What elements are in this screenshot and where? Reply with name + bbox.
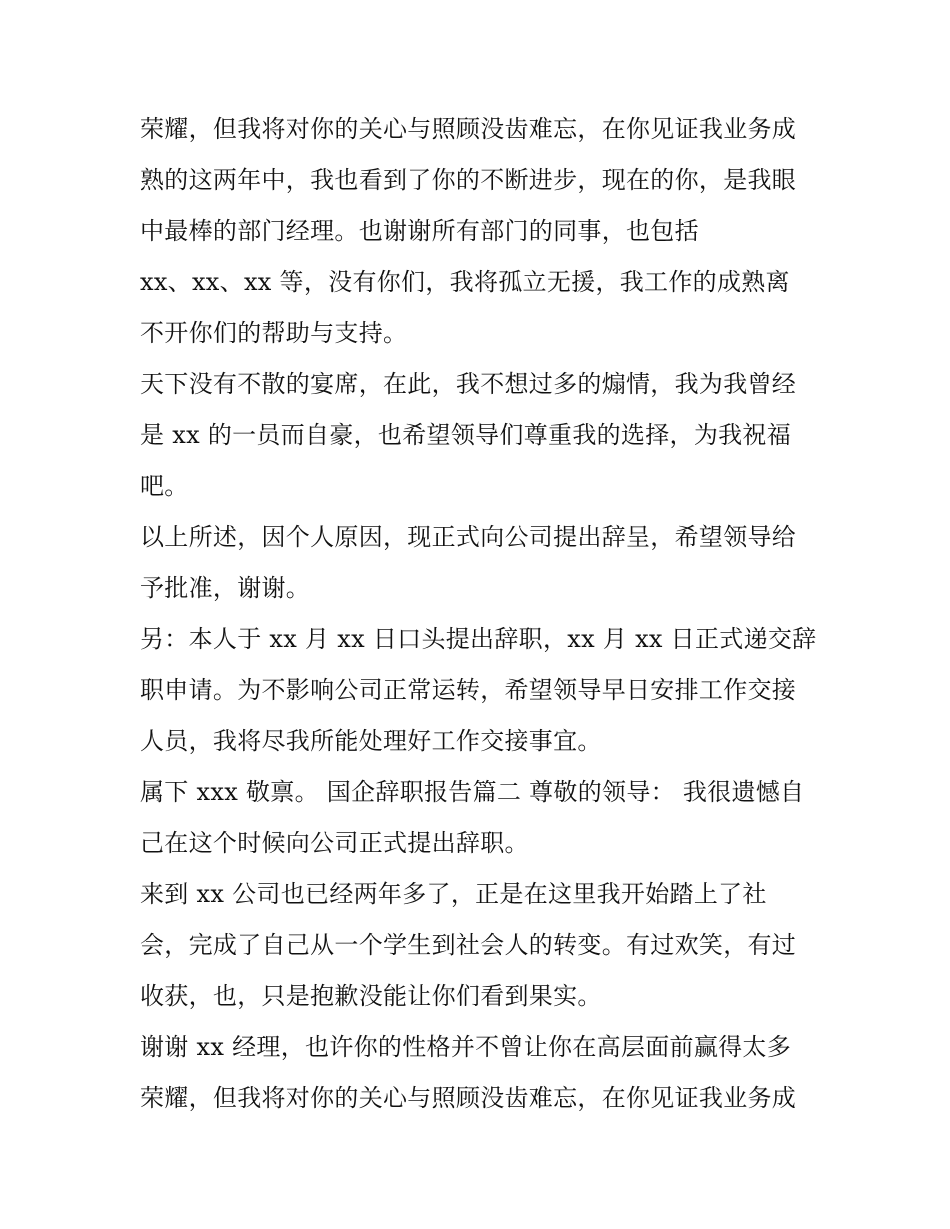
text-line: 人员，我将尽我所能处理好工作交接事宜。 xyxy=(140,727,602,755)
text-line: 荣耀，但我将对你的关心与照顾没齿难忘，在你见证我业务成 xyxy=(140,115,797,143)
document-body xyxy=(140,104,840,1124)
text-line: 荣耀，但我将对你的关心与照顾没齿难忘，在你见证我业务成 xyxy=(140,1084,797,1112)
text-line: 予批准，谢谢。 xyxy=(140,574,311,602)
text-line: 己在这个时候向公司正式提出辞职。 xyxy=(140,829,529,857)
text-line: 谢谢 xx 经理，也许你的性格并不曾让你在高层面前赢得太多 xyxy=(140,1033,792,1061)
text-line: 天下没有不散的宴席，在此，我不想过多的煽情，我为我曾经 xyxy=(140,370,797,398)
text-line: xx、xx、xx 等，没有你们，我将孤立无援，我工作的成熟离 xyxy=(140,268,790,296)
text-line: 职申请。为不影响公司正常运转，希望领导早日安排工作交接 xyxy=(140,676,797,704)
text-line: 收获，也，只是抱歉没能让你们看到果实。 xyxy=(140,982,602,1010)
text-line: 来到 xx 公司也已经两年多了，正是在这里我开始踏上了社 xyxy=(140,880,767,908)
text-line: 会，完成了自己从一个学生到社会人的转变。有过欢笑，有过 xyxy=(140,931,797,959)
text-line: 熟的这两年中，我也看到了你的不断进步，现在的你，是我眼 xyxy=(140,166,797,194)
text-line: 中最棒的部门经理。也谢谢所有部门的同事，也包括 xyxy=(140,217,699,245)
text-line: 另：本人于 xx 月 xx 日口头提出辞职，xx 月 xx 日正式递交辞 xyxy=(140,625,817,653)
text-line: 不开你们的帮助与支持。 xyxy=(140,319,408,347)
text-line: 是 xx 的一员而自豪，也希望领导们尊重我的选择，为我祝福 xyxy=(140,421,792,449)
text-line: 属下 xxx 敬禀。 国企辞职报告篇二 尊敬的领导： 我很遗憾自 xyxy=(140,778,805,806)
text-line: 以上所述，因个人原因，现正式向公司提出辞呈，希望领导给 xyxy=(140,523,797,551)
text-line: 吧。 xyxy=(140,472,189,500)
